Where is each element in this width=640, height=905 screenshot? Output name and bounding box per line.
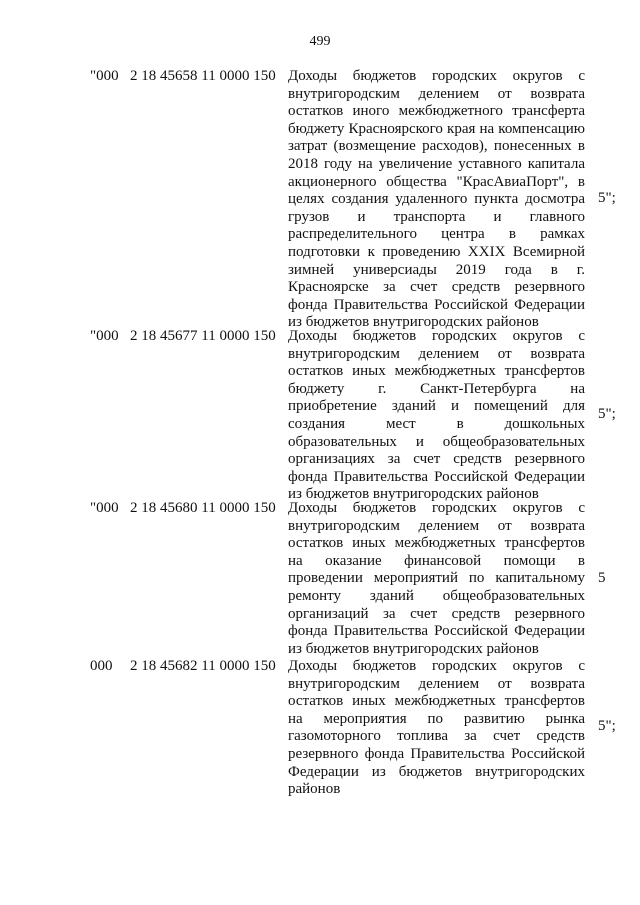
admin-code: "000 <box>90 500 119 516</box>
row-suffix: 5"; <box>598 190 616 206</box>
admin-code: "000 <box>90 68 119 84</box>
admin-code: 000 <box>90 658 113 674</box>
page-number: 499 <box>309 34 331 49</box>
row-suffix: 5"; <box>598 718 616 734</box>
row-suffix: 5"; <box>598 406 616 422</box>
budget-classification-code: 2 18 45682 11 0000 150 <box>130 658 276 674</box>
budget-classification-code: 2 18 45677 11 0000 150 <box>130 328 276 344</box>
row-suffix: 5 <box>598 570 606 586</box>
budget-classification-code: 2 18 45680 11 0000 150 <box>130 500 276 516</box>
income-description: Доходы бюджетов городских округов с внутригородским делением от возврата остатков иных межбюджетных трансфертов на оказание финансовой помощи в проведении мероприятий по капитальному ремонту зданий общеобразовательных организаций за счет средств резервного фонда Правительства Российской Федерации из бюджетов внутригородских районов <box>288 500 585 657</box>
budget-classification-code: 2 18 45658 11 0000 150 <box>130 68 276 84</box>
admin-code: "000 <box>90 328 119 344</box>
income-description: Доходы бюджетов городских округов с внутригородским делением от возврата остатков иных межбюджетных трансфертов на мероприятия по развитию рынка газомоторного топлива за счет средств резервного фонда Правительства Российской Федерации из бюджетов внутригородских районов <box>288 658 585 798</box>
income-description: Доходы бюджетов городских округов с внутригородским делением от возврата остатков иного межбюджетного трансферта бюджету Красноярского края на компенсацию затрат (возмещение расходов), понесенных в 2018 году на увеличение уставного капитала акционерного общества "КрасАвиаПорт", в целях создания удаленного пункта досмотра грузов и транспорта и главного распределительного центра в рамках подготовки к проведению XXIX Всемирной зимней универсиады 2019 года в г. Красноярске за счет средств резервного фонда Правительства Российской Федерации из бюджетов внутригородских районов <box>288 68 585 331</box>
income-description: Доходы бюджетов городских округов с внутригородским делением от возврата остатков иных межбюджетных трансфертов бюджету г. Санкт-Петербурга на приобретение зданий и помещений для создания мест в дошкольных образовательных и общеобразовательных организациях за счет средств резервного фонда Правительства Российской Федерации из бюджетов внутригородских районов <box>288 328 585 503</box>
